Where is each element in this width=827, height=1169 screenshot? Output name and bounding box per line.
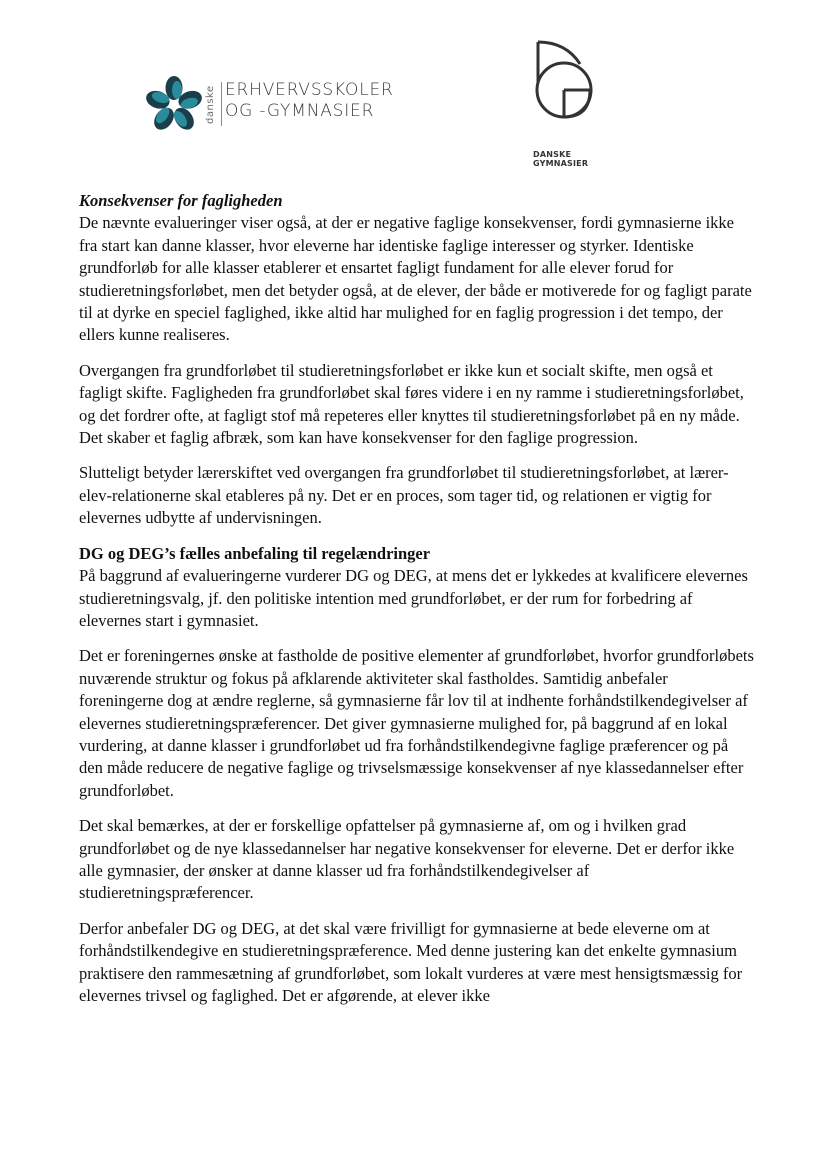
deg-logo: [143, 74, 394, 136]
deg-logo-divider: [221, 82, 222, 126]
deg-logo-small-text: [205, 78, 219, 128]
deg-flower-logo-icon: [143, 74, 205, 136]
section-heading: Konsekvenser for fagligheden: [79, 191, 283, 210]
deg-logo-line2: OG -GYMNASIER: [225, 101, 375, 121]
deg-logo-line1: ERHVERVSSKOLER: [225, 80, 394, 100]
paragraph: Derfor anbefaler DG og DEG, at det skal være frivilligt for gymnasierne at bede eleverne om at forhåndstilkendegive en studieretningspræference. Med denne justering kan det enkelte gymnasium praktisere den rammesætning af grundforløbet, som lokalt vurderes at være mest hensigtsmæssig for elevernes trivsel og faglighed. Det er afgørende, at elever ikke: [79, 918, 743, 1005]
paragraph: De nævnte evalueringer viser også, at der er negative faglige konsekvenser, fordi gymnasierne ikke fra start kan danne klasser, hvor eleverne har identiske faglige interesser og styrker. Identiske grundforløb for alle klasser etablerer et ensartet fagligt fundament for alle elever forud for studieretningsforløbet, men det betyder også, at de elever, der både er motiverede for og fagligt parate til at dyrke en speciel faglighed, ikke altid har mulighed for en faglig progression i det tempo, der ellers kunne realiseres.: [79, 213, 752, 345]
dg-logo-line1: DANSKE: [533, 150, 572, 159]
paragraph: Overgangen fra grundforløbet til studieretningsforløbet er ikke kun et socialt skifte, men også et fagligt skifte. Fagligheden fra grundforløbet skal føres videre i en ny ramme i studieretningsforløbet, og det fordrer ofte, at fagligt stof må repeteres eller knyttes til studieretningsforløbet på en ny måde. Det skaber et faglig afbræk, som kan have konsekvenser for den faglige progression.: [79, 360, 744, 448]
paragraph: På baggrund af evalueringerne vurderer DG og DEG, at mens det er lykkedes at kvalificere elevernes studieretningsvalg, jf. den politiske intention med grundforløbet, er der rum for forbedring af elevernes start i gymnasiet.: [79, 566, 748, 630]
paragraph: Det skal bemærkes, at der er forskellige opfattelser på gymnasierne af, om og i hvilken grad grundforløbet og de nye klassedannelser har negative konsekvenser for eleverne. Det er derfor ikke alle gymnasier, der ønsker at danne klasser ud fra forhåndstilkendegivelser af studieretningspræferencer.: [79, 816, 735, 903]
dg-monogram-logo-icon: [530, 38, 602, 120]
section-heading: DG og DEG’s fælles anbefaling til regelændringer: [79, 543, 431, 563]
dg-logo-line2: GYMNASIER: [533, 159, 589, 168]
paragraph: Det er foreningernes ønske at fastholde de positive elementer af grundforløbet, hvorfor grundforløbets nuværende struktur og fokus på afklarende aktiviteter skal fastholdes. Samtidig anbefaler foreningerne dog at ændre reglerne, så gymnasierne får lov til at indhente forhåndstilkendegivelser af elevernes studieretningspræferencer. Det giver gymnasierne mulighed for, på baggrund af en lokal vurdering, at danne klasser i grundforløbet ud fra forhåndstilkendegivne faglige præferencer og på den måde reducere de negative faglige og trivselsmæssige konsekvenser af nye klassedannelser efter grundforløbet.: [79, 646, 754, 800]
document-body: [79, 190, 755, 1020]
deg-logo-danske-label: danske: [205, 85, 216, 124]
section-recommendation: [79, 543, 755, 1008]
paragraph: Slutteligt betyder lærerskiftet ved overgangen fra grundforløbet til studieretningsforløbet, at lærer-elev-relationerne skal etableres på ny. Det er en proces, som tager tid, og relationen er vigtig for elevernes udbytte af undervisningen.: [79, 463, 729, 528]
section-consequences: [79, 190, 755, 530]
dg-logo: [530, 38, 602, 168]
